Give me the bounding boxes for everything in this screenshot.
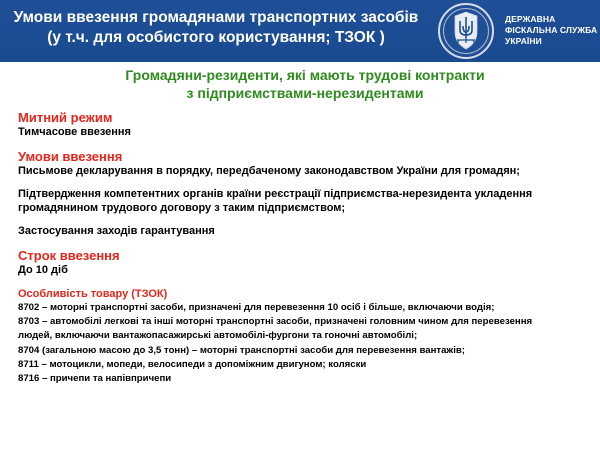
import-conditions-paragraph-1: Письмове декларування в порядку, передбаченому законодавством України для громадян; bbox=[18, 165, 520, 177]
import-conditions-paragraph-2-line-2: громадянином трудового договору з таким підприємством; bbox=[18, 202, 346, 214]
goods-feature-item: 8716 – причепи та напівпричепи bbox=[18, 373, 172, 385]
header-bar bbox=[0, 0, 600, 62]
import-term-heading: Строк ввезення bbox=[18, 248, 120, 263]
goods-feature-item: 8704 (загальною масою до 3,5 тонн) – моторні транспортні засоби для перевезення вантажів; bbox=[18, 344, 465, 356]
agency-name-line-3: УКРАЇНИ bbox=[505, 36, 542, 46]
goods-feature-item: 8703 – автомобілі легкові та інші моторні транспортні засоби, призначені головним чином для перевезення bbox=[18, 316, 533, 328]
customs-regime-heading: Митний режим bbox=[18, 110, 113, 125]
slide-subtitle bbox=[40, 66, 570, 102]
import-term-value: До 10 діб bbox=[18, 264, 68, 276]
goods-features-heading: Особливість товару (ТЗОК) bbox=[18, 288, 168, 300]
import-conditions-paragraph-3: Застосування заходів гарантування bbox=[18, 225, 215, 237]
import-conditions-paragraph-2-line-1: Підтвердження компетентних органів країни реєстрації підприємства-нерезидента укладення bbox=[18, 188, 533, 200]
slide-subtitle-line-1: Громадяни-резиденти, які мають трудові контракти bbox=[125, 67, 485, 83]
goods-feature-item: людей, включаючи вантажопасажирські автомобілі-фургони та гоночні автомобілі; bbox=[18, 330, 418, 342]
slide-content bbox=[18, 110, 588, 386]
slide-subtitle-line-2: з підприємствами-нерезидентами bbox=[186, 85, 424, 101]
import-conditions-heading: Умови ввезення bbox=[18, 149, 123, 164]
agency-name-line-2: ФІСКАЛЬНА СЛУЖБА bbox=[505, 25, 598, 35]
slide-title-line-2: (у т.ч. для особистого користування; ТЗОК ) bbox=[47, 29, 385, 46]
trident-scales-emblem-icon bbox=[437, 2, 495, 60]
goods-feature-item: 8711 – мотоцикли, мопеди, велосипеди з допоміжним двигуном; коляски bbox=[18, 358, 367, 370]
customs-regime-value: Тимчасове ввезення bbox=[18, 126, 131, 138]
slide-title-line-1: Умови ввезення громадянами транспортних засобів bbox=[13, 9, 419, 26]
slide-title bbox=[6, 8, 426, 48]
agency-name-line-1: ДЕРЖАВНА bbox=[505, 14, 556, 24]
goods-feature-item: 8702 – моторні транспортні засоби, призначені для перевезення 10 осіб і більше, включаючи водія; bbox=[18, 302, 495, 313]
agency-name bbox=[505, 14, 600, 47]
